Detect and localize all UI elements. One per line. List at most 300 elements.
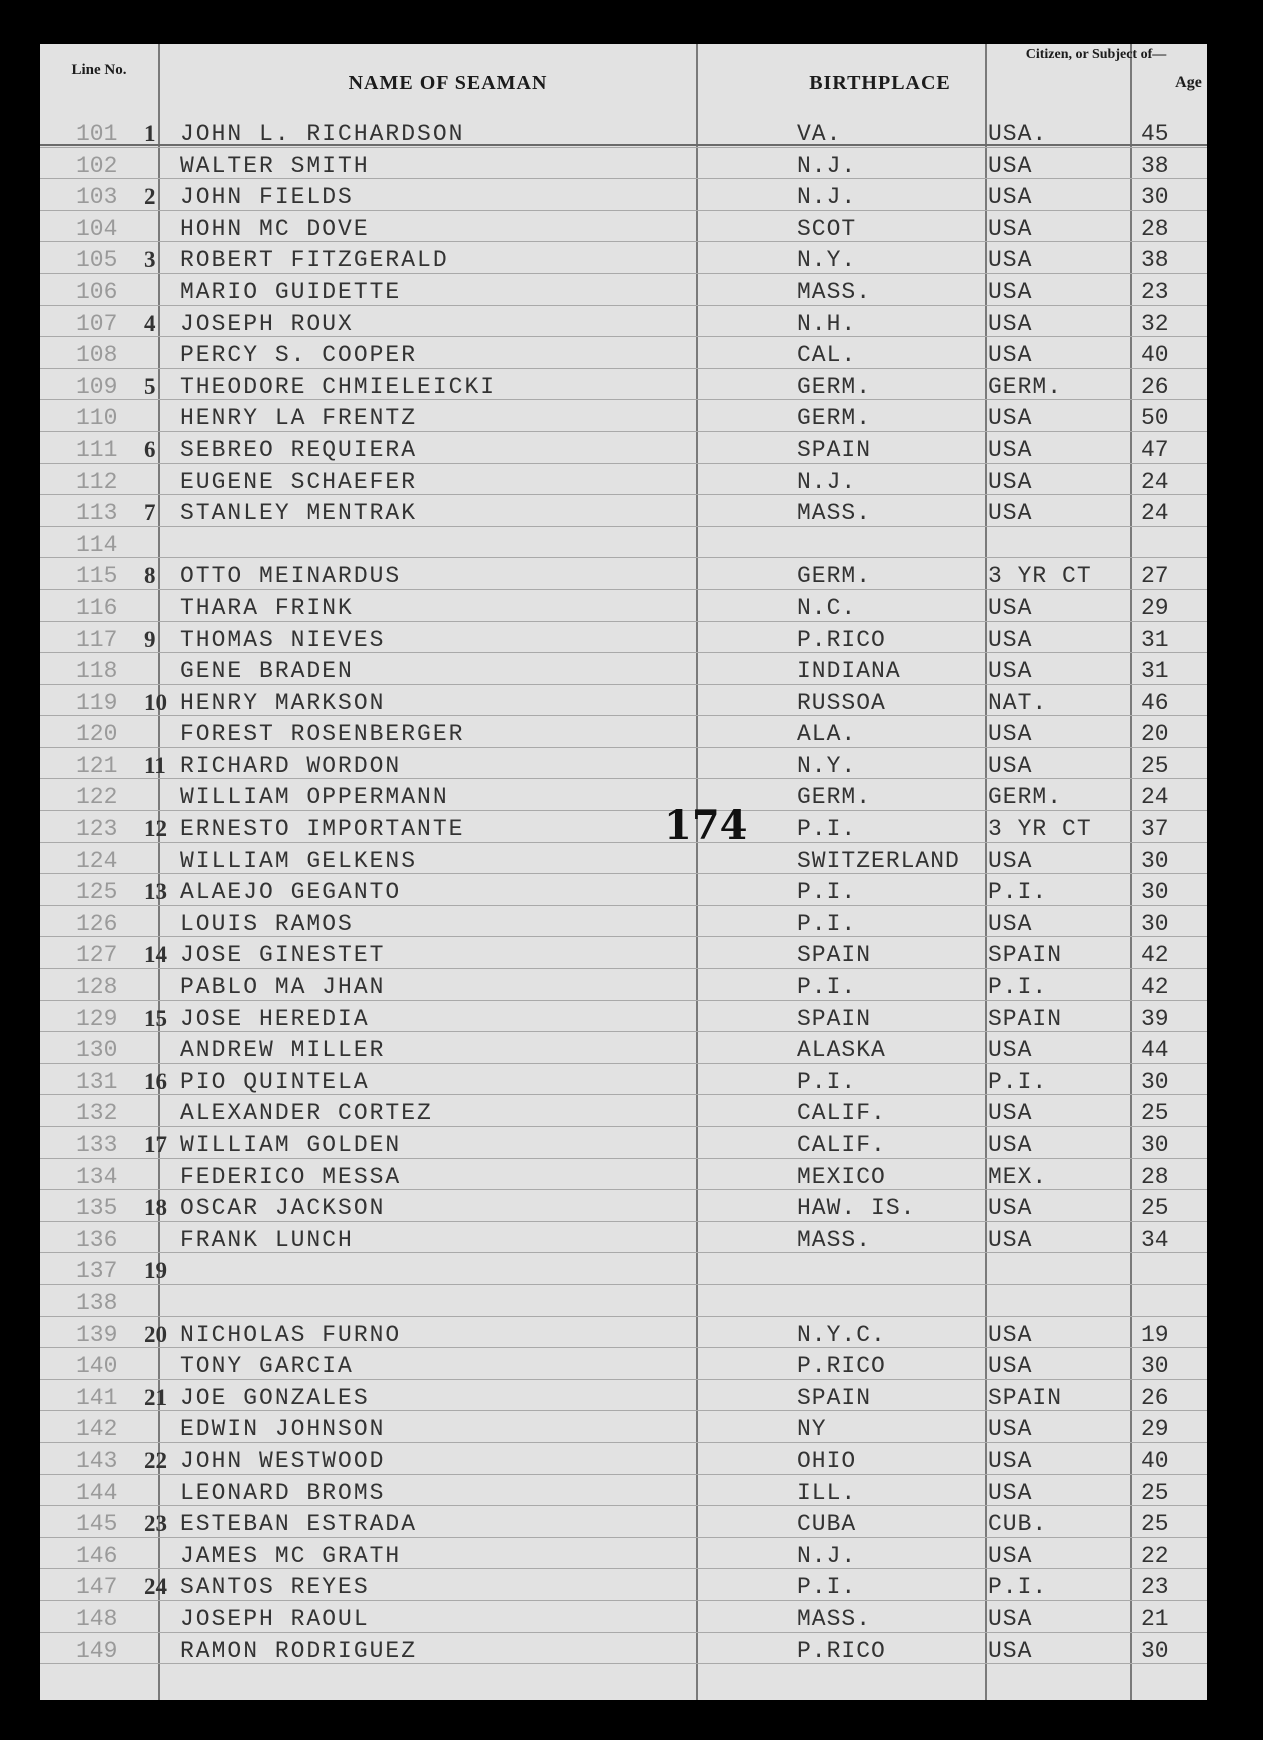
birthplace: VA. <box>797 121 842 147</box>
table-row <box>40 906 1207 938</box>
line-number: 127 <box>76 942 118 969</box>
seaman-name: THARA FRINK <box>180 594 354 621</box>
line-number: 129 <box>76 1005 118 1032</box>
citizenship: USA <box>988 847 1033 874</box>
page-line-number: 13 <box>144 879 167 905</box>
age: 25 <box>1141 1511 1169 1538</box>
birthplace: RUSSOA <box>797 689 886 716</box>
birthplace: CAL. <box>797 342 857 369</box>
age: 46 <box>1141 689 1169 716</box>
age: 19 <box>1141 1321 1169 1348</box>
citizenship: P.I. <box>988 1068 1048 1095</box>
birthplace: GERM. <box>797 373 872 400</box>
citizenship: MEX. <box>988 1163 1048 1190</box>
age: 30 <box>1141 1353 1169 1380</box>
table-row <box>40 843 1207 875</box>
citizenship: USA <box>988 500 1033 527</box>
table-row <box>40 969 1207 1001</box>
table-row <box>40 558 1207 590</box>
page-line-number: 17 <box>144 1132 167 1157</box>
citizenship: USA <box>988 752 1033 779</box>
citizenship: USA <box>988 278 1033 305</box>
age: 39 <box>1141 1005 1169 1032</box>
birthplace: ILL. <box>797 1479 857 1506</box>
table-row <box>40 1032 1207 1064</box>
manifest-sheet <box>40 44 1207 1700</box>
birthplace: P.I. <box>797 1574 857 1601</box>
citizenship: SPAIN <box>988 1005 1063 1032</box>
table-row <box>40 653 1207 685</box>
table-row <box>40 369 1207 401</box>
citizenship: USA <box>988 1637 1033 1664</box>
header-age: Age <box>1175 74 1202 91</box>
birthplace: SWITZERLAND <box>797 847 960 874</box>
seaman-name: WILLIAM GOLDEN <box>180 1132 402 1158</box>
line-number: 116 <box>76 594 118 621</box>
citizenship: USA <box>988 1542 1033 1569</box>
seaman-name: ROBERT FITZGERALD <box>180 247 449 274</box>
page-line-number: 14 <box>144 942 167 968</box>
birthplace: N.J. <box>797 152 857 179</box>
seaman-name: JOE GONZALES <box>180 1384 370 1411</box>
citizenship: 3 YR CT <box>988 563 1092 590</box>
table-row <box>40 748 1207 780</box>
seaman-name: HENRY MARKSON <box>180 689 386 716</box>
line-number: 147 <box>76 1574 118 1601</box>
seaman-name: OSCAR JACKSON <box>180 1195 386 1222</box>
age: 45 <box>1141 121 1169 147</box>
table-row <box>40 1538 1207 1570</box>
page-line-number: 15 <box>144 1005 167 1031</box>
seaman-name: LEONARD BROMS <box>180 1479 386 1506</box>
seaman-name: NICHOLAS FURNO <box>180 1321 402 1348</box>
page-line-number: 16 <box>144 1068 167 1094</box>
birthplace: N.J. <box>797 468 857 495</box>
age: 47 <box>1141 436 1169 463</box>
line-number: 140 <box>76 1353 118 1380</box>
table-row <box>40 1601 1207 1633</box>
page-line-number: 23 <box>144 1511 167 1537</box>
birthplace: P.I. <box>797 879 857 906</box>
citizenship: USA <box>988 658 1033 685</box>
age: 40 <box>1141 1447 1169 1474</box>
seaman-name: MARIO GUIDETTE <box>180 278 402 305</box>
age: 40 <box>1141 342 1169 369</box>
page-line-number: 7 <box>144 500 156 526</box>
birthplace: N.Y. <box>797 752 857 779</box>
age: 25 <box>1141 1479 1169 1506</box>
line-number: 144 <box>76 1479 118 1506</box>
seaman-name: ESTEBAN ESTRADA <box>180 1511 418 1538</box>
citizenship: USA. <box>988 121 1048 147</box>
page-line-number: 4 <box>144 310 156 336</box>
line-number: 128 <box>76 974 118 1001</box>
citizenship: USA <box>988 721 1033 748</box>
table-row <box>40 1253 1207 1285</box>
age: 44 <box>1141 1037 1169 1064</box>
seaman-name: RAMON RODRIGUEZ <box>180 1637 418 1664</box>
table-row <box>40 1159 1207 1191</box>
citizenship: USA <box>988 1037 1033 1064</box>
citizenship: USA <box>988 152 1033 179</box>
age: 29 <box>1141 594 1169 621</box>
seaman-name: PERCY S. COOPER <box>180 342 418 369</box>
citizenship: USA <box>988 626 1033 653</box>
table-row <box>40 1001 1207 1033</box>
line-number: 138 <box>76 1289 118 1316</box>
page-line-number: 11 <box>144 752 166 778</box>
age: 42 <box>1141 974 1169 1001</box>
line-number: 106 <box>76 278 118 305</box>
table-row <box>40 179 1207 211</box>
citizenship: P.I. <box>988 1574 1048 1601</box>
line-number: 130 <box>76 1037 118 1064</box>
table-row <box>40 1443 1207 1475</box>
birthplace: ALA. <box>797 721 857 748</box>
header-line-no: Line No. <box>71 62 127 78</box>
table-row <box>40 685 1207 717</box>
line-number: 102 <box>76 152 118 179</box>
line-number: 131 <box>76 1068 118 1095</box>
citizenship: SPAIN <box>988 1384 1063 1411</box>
table-row <box>40 622 1207 654</box>
header-citizen: Citizen, or Subject of— <box>1025 47 1167 62</box>
seaman-name: LOUIS RAMOS <box>180 910 354 937</box>
page-line-number: 19 <box>144 1258 167 1284</box>
line-number: 123 <box>76 816 118 843</box>
line-number: 125 <box>76 879 118 906</box>
line-number: 134 <box>76 1163 118 1190</box>
line-number: 108 <box>76 342 118 369</box>
seaman-name: OTTO MEINARDUS <box>180 563 402 590</box>
line-number: 148 <box>76 1605 118 1632</box>
age: 28 <box>1141 1163 1169 1190</box>
age: 24 <box>1141 500 1169 527</box>
table-row <box>40 148 1207 180</box>
age: 26 <box>1141 1384 1169 1411</box>
seaman-name: FRANK LUNCH <box>180 1226 354 1253</box>
line-number: 149 <box>76 1637 118 1664</box>
seaman-name: JOHN WESTWOOD <box>180 1447 386 1474</box>
table-row <box>40 937 1207 969</box>
table-row <box>40 779 1207 811</box>
page-line-number: 10 <box>144 689 167 715</box>
citizenship: CUB. <box>988 1511 1048 1538</box>
seaman-name: ERNESTO IMPORTANTE <box>180 816 465 843</box>
birthplace: SCOT <box>797 215 857 242</box>
age: 25 <box>1141 752 1169 779</box>
seaman-name: FOREST ROSENBERGER <box>180 721 465 748</box>
birthplace: P.RICO <box>797 626 886 653</box>
page-line-number: 9 <box>144 626 156 652</box>
table-row <box>40 464 1207 496</box>
line-number: 143 <box>76 1447 118 1474</box>
birthplace: N.Y.C. <box>797 1321 886 1348</box>
birthplace: P.RICO <box>797 1353 886 1380</box>
age: 27 <box>1141 563 1169 590</box>
age: 30 <box>1141 1132 1169 1158</box>
age: 30 <box>1141 184 1169 211</box>
citizenship: USA <box>988 594 1033 621</box>
table-row <box>40 874 1207 906</box>
line-number: 107 <box>76 310 118 337</box>
citizenship: GERM. <box>988 373 1063 400</box>
birthplace: P.RICO <box>797 1637 886 1664</box>
citizenship: USA <box>988 310 1033 337</box>
age: 30 <box>1141 910 1169 937</box>
line-number: 135 <box>76 1195 118 1222</box>
age: 32 <box>1141 310 1169 337</box>
seaman-name: STANLEY MENTRAK <box>180 500 418 527</box>
birthplace: HAW. IS. <box>797 1195 916 1222</box>
age: 23 <box>1141 278 1169 305</box>
birthplace: INDIANA <box>797 658 901 685</box>
citizenship: USA <box>988 1100 1033 1127</box>
birthplace: N.C. <box>797 594 857 621</box>
seaman-name: RICHARD WORDON <box>180 752 402 779</box>
table-row <box>40 1222 1207 1254</box>
table-row <box>40 590 1207 622</box>
table-row <box>40 495 1207 527</box>
age: 30 <box>1141 879 1169 906</box>
age: 30 <box>1141 1637 1169 1664</box>
seaman-name: JOHN L. RICHARDSON <box>180 121 465 147</box>
page-line-number: 20 <box>144 1321 167 1347</box>
birthplace: N.H. <box>797 310 857 337</box>
page-line-number: 24 <box>144 1574 167 1600</box>
birthplace: MASS. <box>797 500 872 527</box>
line-number: 145 <box>76 1511 118 1538</box>
table-row <box>40 242 1207 274</box>
age: 30 <box>1141 1068 1169 1095</box>
birthplace: SPAIN <box>797 1384 872 1411</box>
birthplace: SPAIN <box>797 942 872 969</box>
page-line-number: 21 <box>144 1384 167 1410</box>
seaman-name: SANTOS REYES <box>180 1574 370 1601</box>
line-number: 142 <box>76 1416 118 1443</box>
seaman-list <box>40 116 1207 1664</box>
table-row <box>40 1380 1207 1412</box>
citizenship: USA <box>988 1416 1033 1443</box>
age: 28 <box>1141 215 1169 242</box>
line-number: 121 <box>76 752 118 779</box>
citizenship: GERM. <box>988 784 1063 811</box>
age: 23 <box>1141 1574 1169 1601</box>
line-number: 133 <box>76 1132 118 1158</box>
seaman-name: JOSE HEREDIA <box>180 1005 370 1032</box>
age: 25 <box>1141 1100 1169 1127</box>
seaman-name: PABLO MA JHAN <box>180 974 386 1001</box>
table-row <box>40 811 1207 843</box>
age: 34 <box>1141 1226 1169 1253</box>
table-row <box>40 116 1207 148</box>
birthplace: GERM. <box>797 784 872 811</box>
seaman-name: WILLIAM GELKENS <box>180 847 418 874</box>
seaman-name: JOSEPH RAOUL <box>180 1605 370 1632</box>
birthplace: MASS. <box>797 278 872 305</box>
birthplace: CALIF. <box>797 1100 886 1127</box>
line-number: 114 <box>76 531 118 558</box>
citizenship: USA <box>988 1321 1033 1348</box>
page-line-number: 2 <box>144 184 156 210</box>
line-number: 136 <box>76 1226 118 1253</box>
seaman-name: GENE BRADEN <box>180 658 354 685</box>
citizenship: USA <box>988 342 1033 369</box>
seaman-name: SEBREO REQUIERA <box>180 436 418 463</box>
table-row <box>40 1411 1207 1443</box>
line-number: 120 <box>76 721 118 748</box>
birthplace: P.I. <box>797 1068 857 1095</box>
citizenship: USA <box>988 1605 1033 1632</box>
age: 22 <box>1141 1542 1169 1569</box>
page-line-number: 12 <box>144 816 167 842</box>
seaman-name: HOHN MC DOVE <box>180 215 370 242</box>
age: 24 <box>1141 468 1169 495</box>
table-row <box>40 1064 1207 1096</box>
seaman-name: WALTER SMITH <box>180 152 370 179</box>
line-number: 126 <box>76 910 118 937</box>
table-row <box>40 1506 1207 1538</box>
table-row <box>40 1190 1207 1222</box>
seaman-name: ALEXANDER CORTEZ <box>180 1100 433 1127</box>
table-row <box>40 716 1207 748</box>
age: 20 <box>1141 721 1169 748</box>
citizenship: USA <box>988 1447 1033 1474</box>
line-number: 109 <box>76 373 118 400</box>
age: 31 <box>1141 658 1169 685</box>
line-number: 132 <box>76 1100 118 1127</box>
seaman-name: THOMAS NIEVES <box>180 626 386 653</box>
birthplace: N.Y. <box>797 247 857 274</box>
age: 38 <box>1141 152 1169 179</box>
birthplace: NY <box>797 1416 827 1443</box>
line-number: 139 <box>76 1321 118 1348</box>
line-number: 122 <box>76 784 118 811</box>
seaman-name: ALAEJO GEGANTO <box>180 879 402 906</box>
seaman-name: HENRY LA FRENTZ <box>180 405 418 432</box>
table-row <box>40 1569 1207 1601</box>
line-number: 101 <box>76 121 118 147</box>
table-row <box>40 1475 1207 1507</box>
table-row <box>40 337 1207 369</box>
citizenship: USA <box>988 1353 1033 1380</box>
line-number: 118 <box>76 658 118 685</box>
citizenship: USA <box>988 910 1033 937</box>
age: 37 <box>1141 816 1169 843</box>
age: 21 <box>1141 1605 1169 1632</box>
seaman-name: JOHN FIELDS <box>180 184 354 211</box>
age: 30 <box>1141 847 1169 874</box>
line-number: 110 <box>76 405 118 432</box>
citizenship: USA <box>988 184 1033 211</box>
birthplace: SPAIN <box>797 436 872 463</box>
line-number: 119 <box>76 689 118 716</box>
birthplace: N.J. <box>797 184 857 211</box>
age: 26 <box>1141 373 1169 400</box>
table-row <box>40 1285 1207 1317</box>
page-line-number: 5 <box>144 373 156 399</box>
birthplace: CALIF. <box>797 1132 886 1158</box>
page-line-number: 3 <box>144 247 156 273</box>
table-row <box>40 1633 1207 1665</box>
seaman-name: THEODORE CHMIELEICKI <box>180 373 497 400</box>
citizenship: USA <box>988 1479 1033 1506</box>
citizenship: USA <box>988 1132 1033 1158</box>
seaman-name: WILLIAM OPPERMANN <box>180 784 449 811</box>
page-line-number: 18 <box>144 1195 167 1221</box>
table-row <box>40 1348 1207 1380</box>
line-number: 103 <box>76 184 118 211</box>
line-number: 117 <box>76 626 118 653</box>
age: 31 <box>1141 626 1169 653</box>
line-number: 137 <box>76 1258 118 1285</box>
seaman-name: PIO QUINTELA <box>180 1068 370 1095</box>
page-line-number: 6 <box>144 436 156 462</box>
age: 25 <box>1141 1195 1169 1222</box>
seaman-name: TONY GARCIA <box>180 1353 354 1380</box>
seaman-name: EUGENE SCHAEFER <box>180 468 418 495</box>
page-line-number: 8 <box>144 563 156 589</box>
birthplace: MASS. <box>797 1226 872 1253</box>
citizenship: P.I. <box>988 974 1048 1001</box>
birthplace: MEXICO <box>797 1163 886 1190</box>
line-number: 113 <box>76 500 118 527</box>
table-row <box>40 1317 1207 1349</box>
citizenship: P.I. <box>988 879 1048 906</box>
birthplace: P.I. <box>797 910 857 937</box>
seaman-name: EDWIN JOHNSON <box>180 1416 386 1443</box>
citizenship: NAT. <box>988 689 1048 716</box>
table-row <box>40 274 1207 306</box>
seaman-name: ANDREW MILLER <box>180 1037 386 1064</box>
birthplace: GERM. <box>797 405 872 432</box>
birthplace: GERM. <box>797 563 872 590</box>
age: 42 <box>1141 942 1169 969</box>
seaman-name: JOSEPH ROUX <box>180 310 354 337</box>
table-row <box>40 400 1207 432</box>
age: 38 <box>1141 247 1169 274</box>
line-number: 105 <box>76 247 118 274</box>
table-row <box>40 1095 1207 1127</box>
seaman-name: FEDERICO MESSA <box>180 1163 402 1190</box>
header-birthplace: BIRTHPLACE <box>809 72 951 94</box>
seaman-name: JAMES MC GRATH <box>180 1542 402 1569</box>
birthplace: P.I. <box>797 816 857 843</box>
table-row <box>40 432 1207 464</box>
line-number: 124 <box>76 847 118 874</box>
birthplace: N.J. <box>797 1542 857 1569</box>
birthplace: P.I. <box>797 974 857 1001</box>
birthplace: OHIO <box>797 1447 857 1474</box>
line-number: 141 <box>76 1384 118 1411</box>
citizenship: USA <box>988 215 1033 242</box>
header-name-of-seaman: NAME OF SEAMAN <box>348 72 548 94</box>
page-line-number: 22 <box>144 1447 167 1473</box>
birthplace: SPAIN <box>797 1005 872 1032</box>
citizenship: USA <box>988 405 1033 432</box>
age: 50 <box>1141 405 1169 432</box>
birthplace: CUBA <box>797 1511 857 1538</box>
page-line-number: 1 <box>144 121 156 146</box>
citizenship: SPAIN <box>988 942 1063 969</box>
citizenship: USA <box>988 436 1033 463</box>
citizenship: USA <box>988 1226 1033 1253</box>
line-number: 111 <box>76 436 118 463</box>
citizenship: USA <box>988 1195 1033 1222</box>
table-row <box>40 211 1207 243</box>
birthplace: ALASKA <box>797 1037 886 1064</box>
citizenship: USA <box>988 468 1033 495</box>
